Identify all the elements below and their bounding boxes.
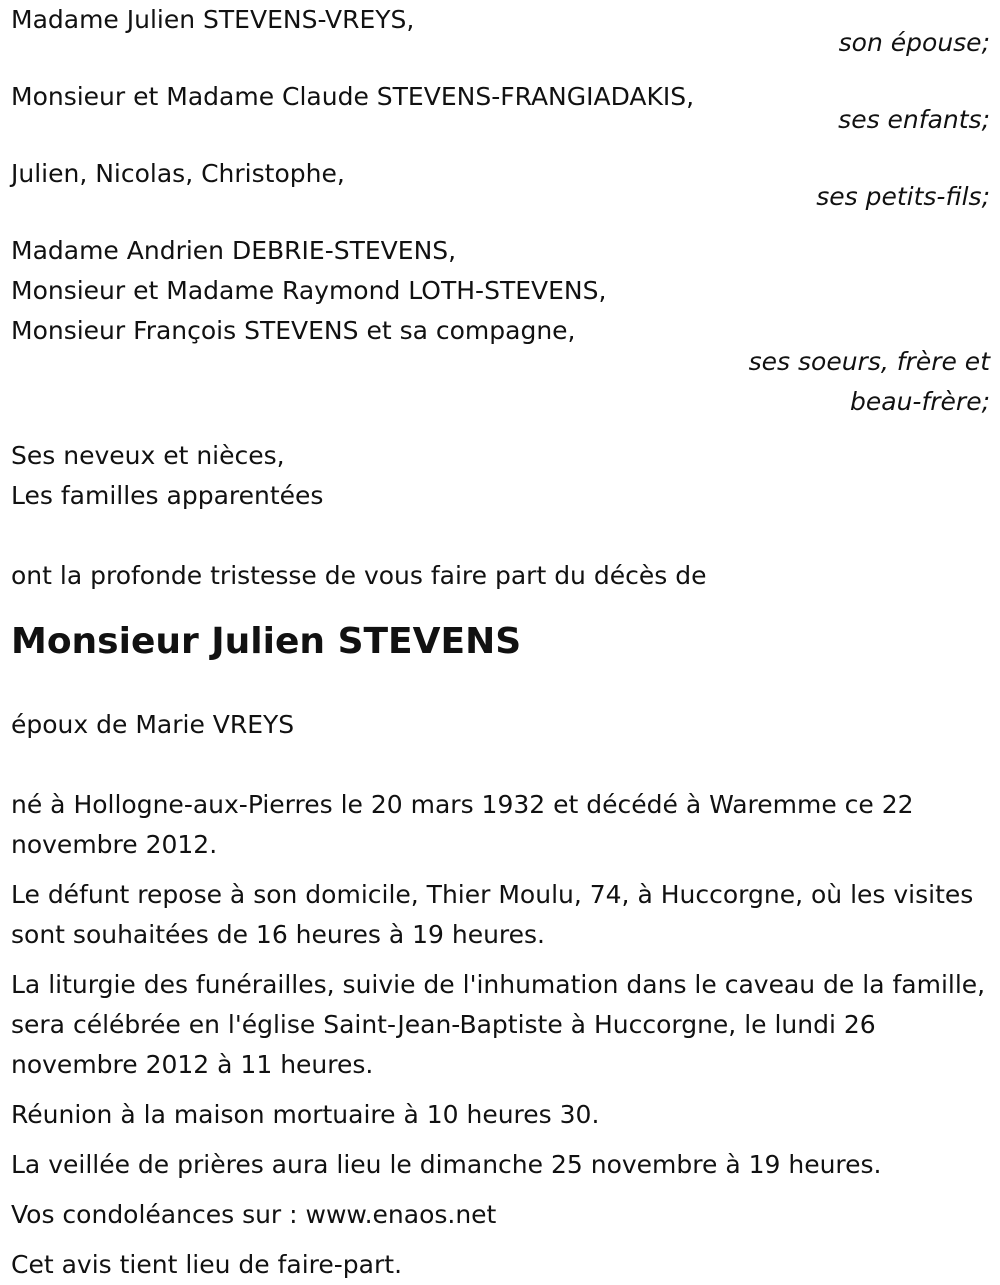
family-name-line: Julien, Nicolas, Christophe, <box>11 159 345 188</box>
condolences-paragraph: Vos condoléances sur : www.enaos.net <box>11 1200 497 1229</box>
relatives-line: Ses neveux et nièces, <box>11 441 285 470</box>
family-name-line: Madame Andrien DEBRIE-STEVENS, <box>11 236 457 265</box>
family-name-line: Monsieur et Madame Claude STEVENS-FRANGIADAKIS, <box>11 82 695 111</box>
relation-label: ses enfants; <box>838 105 990 134</box>
funeral-paragraph: La liturgie des funérailles, suivie de l'inhumation dans le caveau de la famille, sera célébrée en l'église Saint-Jean-Baptiste à Huccorgne, le lundi 26 novembre 2012 à 11 heures. <box>11 970 986 1079</box>
relation-label: beau-frère; <box>850 387 990 416</box>
spouse-line: époux de Marie VREYS <box>11 710 295 739</box>
relation-label: ses petits-fils; <box>816 182 990 211</box>
relatives-line: Les familles apparentées <box>11 481 324 510</box>
family-group-siblings <box>11 231 990 422</box>
family-group-spouse <box>11 0 990 63</box>
relation-label: son épouse; <box>838 28 990 57</box>
family-name-line: Monsieur et Madame Raymond LOTH-STEVENS, <box>11 276 607 305</box>
other-relatives <box>11 436 990 516</box>
family-group-grandchildren <box>11 154 990 217</box>
notice-footer: Cet avis tient lieu de faire-part. <box>11 1250 403 1279</box>
family-name-line: Monsieur François STEVENS et sa compagne, <box>11 316 576 345</box>
deceased-name: Monsieur Julien STEVENS <box>11 621 522 662</box>
vigil-paragraph: La veillée de prières aura lieu le dimanche 25 novembre à 19 heures. <box>11 1150 882 1179</box>
visitation-paragraph: Le défunt repose à son domicile, Thier Moulu, 74, à Huccorgne, où les visites sont souhaitées de 16 heures à 19 heures. <box>11 880 974 949</box>
relation-label: ses soeurs, frère et <box>748 347 990 376</box>
announcement-text: ont la profonde tristesse de vous faire part du décès de <box>11 561 707 590</box>
family-name-line: Madame Julien STEVENS-VREYS, <box>11 5 415 34</box>
gathering-paragraph: Réunion à la maison mortuaire à 10 heures 30. <box>11 1100 600 1129</box>
family-group-children <box>11 77 990 140</box>
birth-death-paragraph: né à Hollogne-aux-Pierres le 20 mars 1932 et décédé à Waremme ce 22 novembre 2012. <box>11 790 914 859</box>
